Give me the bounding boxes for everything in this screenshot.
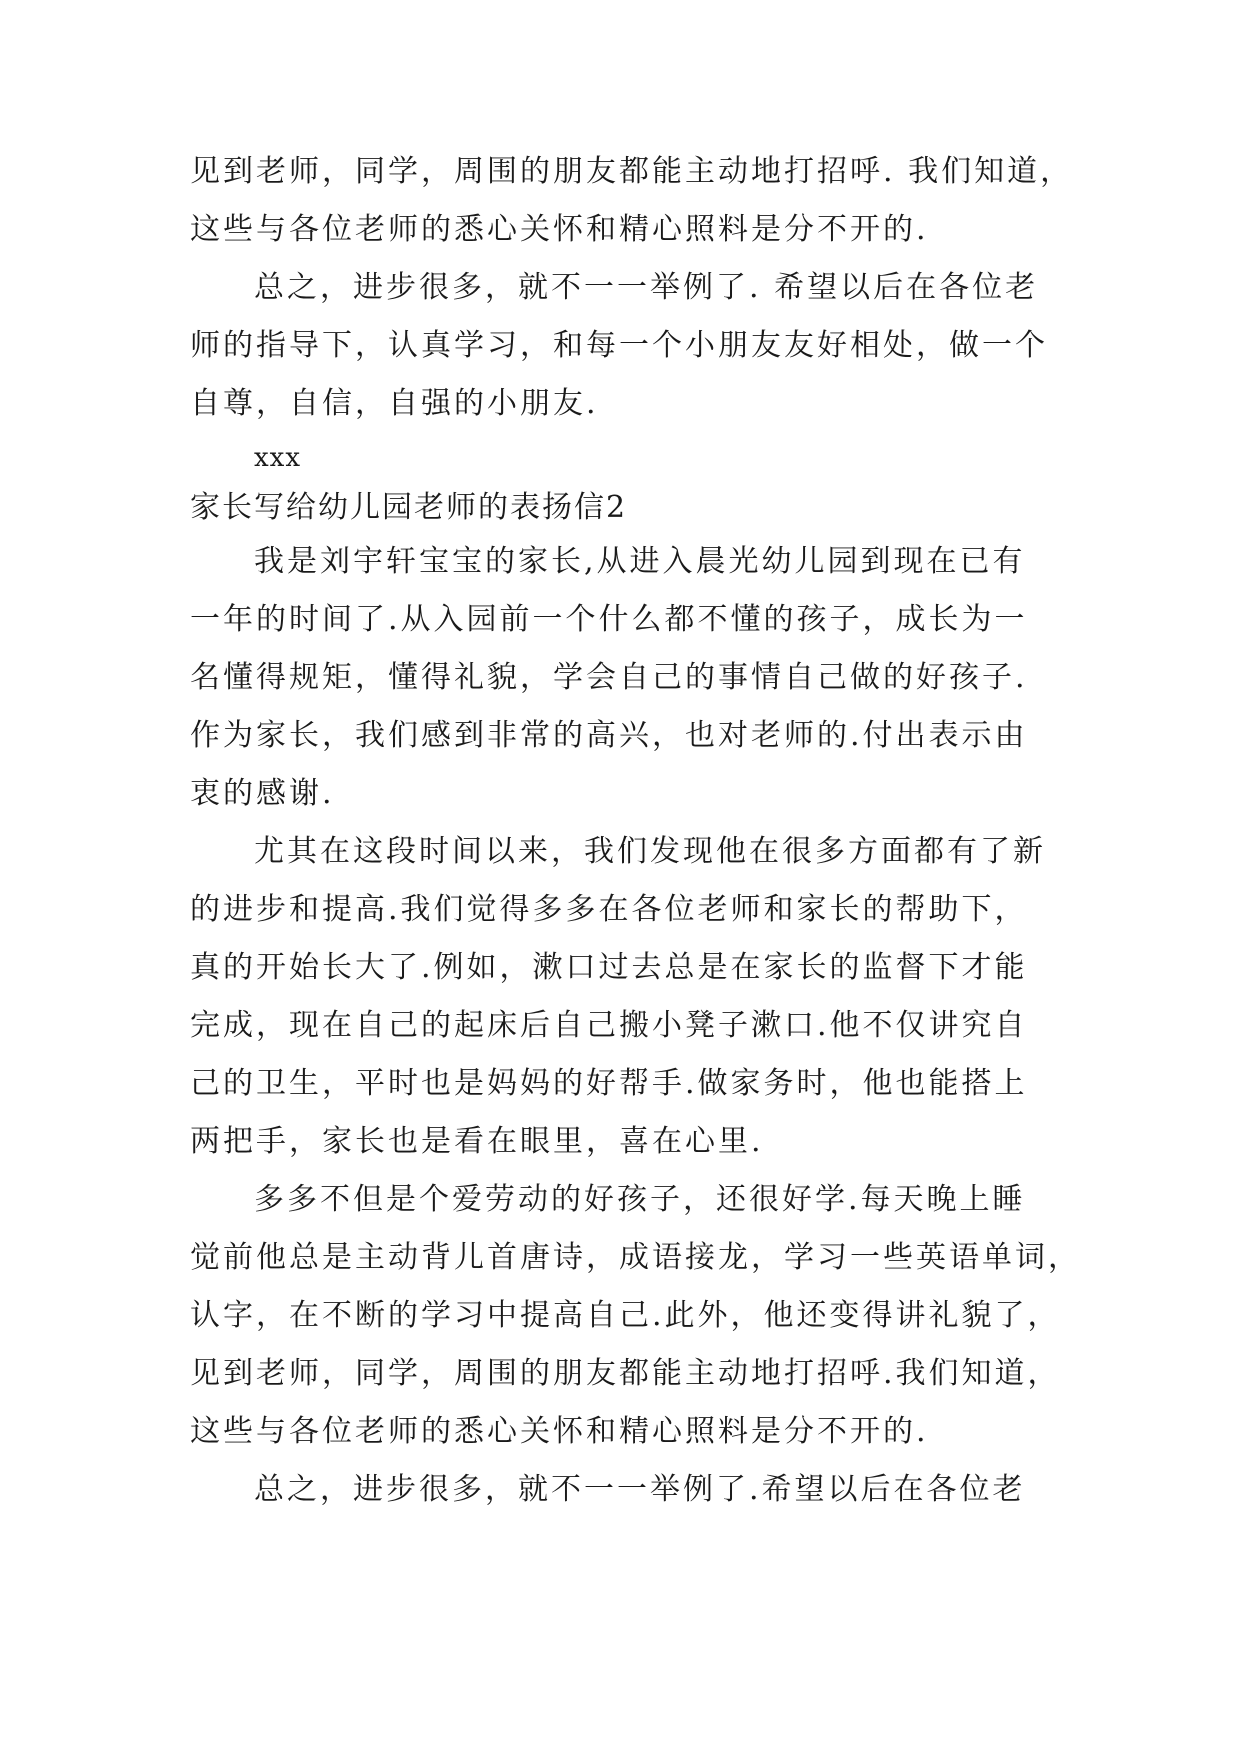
paragraph-line: 的进步和提高.我们觉得多多在各位老师和家长的帮助下， <box>190 892 1028 927</box>
paragraph-line: 见到老师，同学，周围的朋友都能主动地打招呼.我们知道， <box>190 1356 1061 1391</box>
paragraph-line: 师的指导下，认真学习，和每一个小朋友友好相处，做一个 <box>190 328 1048 363</box>
paragraph-line: 觉前他总是主动背儿首唐诗，成语接龙，学习一些英语单词， <box>190 1240 1081 1275</box>
paragraph-line: 见到老师，同学，周围的朋友都能主动地打招呼. 我们知道， <box>190 154 1074 189</box>
paragraph-line: 名懂得规矩，懂得礼貌，学会自己的事情自己做的好孩子. <box>190 660 1028 695</box>
paragraph-line: 衷的感谢. <box>190 776 335 811</box>
paragraph-line: 尤其在这段时间以来，我们发现他在很多方面都有了新 <box>254 834 1046 869</box>
paragraph-line: 这些与各位老师的悉心关怀和精心照料是分不开的. <box>190 1414 929 1449</box>
letter-title: 家长写给幼儿园老师的表扬信2 <box>190 490 628 525</box>
paragraph-line: 认字，在不断的学习中提高自己.此外，他还变得讲礼貌了， <box>190 1298 1061 1333</box>
paragraph-line: 作为家长，我们感到非常的高兴，也对老师的.付出表示由 <box>190 718 1028 753</box>
paragraph-line: 总之，进步很多，就不一一举例了.希望以后在各位老 <box>254 1472 1026 1507</box>
paragraph-line: 自尊，自信，自强的小朋友. <box>190 386 599 421</box>
paragraph-line: 完成，现在自己的起床后自己搬小凳子漱口.他不仅讲究自 <box>190 1008 1028 1043</box>
paragraph-line: 多多不但是个爱劳动的好孩子，还很好学.每天晚上睡 <box>254 1182 1026 1217</box>
paragraph-line: 一年的时间了.从入园前一个什么都不懂的孩子，成长为一 <box>190 602 1028 637</box>
paragraph-line: 两把手，家长也是看在眼里，喜在心里. <box>190 1124 764 1159</box>
paragraph-line: 己的卫生，平时也是妈妈的好帮手.做家务时，他也能搭上 <box>190 1066 1028 1101</box>
paragraph-line: 真的开始长大了.例如，漱口过去总是在家长的监督下才能 <box>190 950 1028 985</box>
signature: xxx <box>254 443 301 473</box>
paragraph-line: 我是刘宇轩宝宝的家长,从进入晨光幼儿园到现在已有 <box>254 544 1026 579</box>
paragraph-line: 这些与各位老师的悉心关怀和精心照料是分不开的. <box>190 212 929 247</box>
paragraph-line: 总之，进步很多，就不一一举例了. 希望以后在各位老 <box>254 270 1039 305</box>
